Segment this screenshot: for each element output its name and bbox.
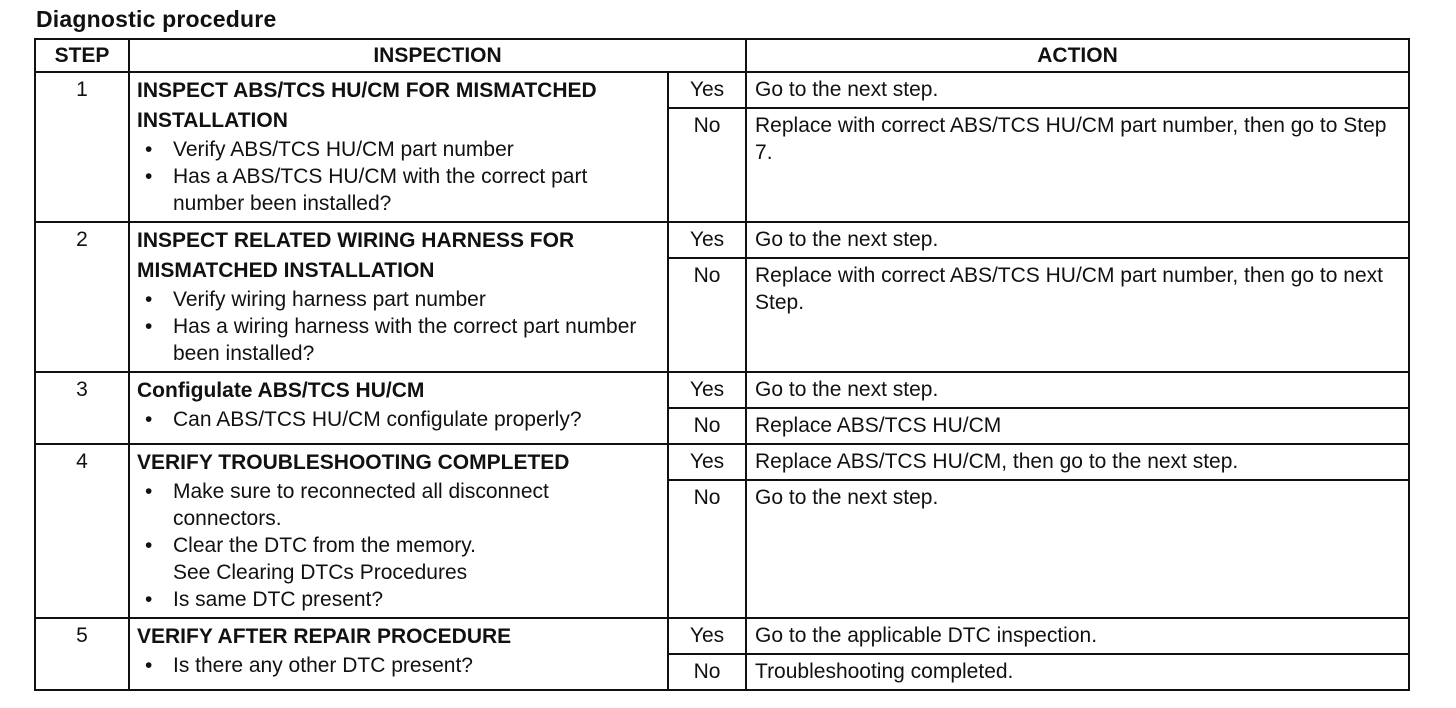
inspection-bullets: [137, 406, 661, 433]
inspection-bullet-note: See Clearing DTCs Procedures: [173, 561, 468, 584]
no-action: Troubleshooting completed.: [746, 654, 1409, 690]
no-label: No: [668, 258, 746, 372]
yes-label: Yes: [668, 72, 746, 108]
table-row: [35, 72, 1409, 108]
inspection-cell: [129, 618, 668, 690]
inspection-bullets: [137, 136, 661, 217]
yes-action: Go to the next step.: [746, 372, 1409, 408]
inspection-bullet-text: Clear the DTC from the memory.: [173, 534, 477, 557]
inspection-bullet: • Verify ABS/TCS HU/CM part number: [173, 136, 661, 163]
step-number: 5: [35, 618, 129, 690]
inspection-cell: [129, 372, 668, 444]
yes-action: Go to the next step.: [746, 222, 1409, 258]
inspection-cell: [129, 72, 668, 222]
step-number: 3: [35, 372, 129, 444]
table-row: [35, 372, 1409, 408]
no-label: No: [668, 480, 746, 618]
header-inspection: INSPECTION: [129, 39, 746, 72]
page-title: Diagnostic procedure: [36, 6, 277, 32]
inspection-heading: VERIFY AFTER REPAIR PROCEDURE: [137, 625, 512, 648]
step-number: 2: [35, 222, 129, 372]
table-header-row: [35, 39, 1409, 72]
no-action: Go to the next step.: [746, 480, 1409, 618]
table-row: [35, 618, 1409, 654]
inspection-bullets: [137, 652, 661, 679]
inspection-heading: INSPECT RELATED WIRING HARNESS FOR MISMATCHED INSTALLATION: [137, 229, 575, 282]
no-action: Replace with correct ABS/TCS HU/CM part number, then go to Step 7.: [746, 108, 1409, 222]
inspection-cell: [129, 444, 668, 618]
step-number: 4: [35, 444, 129, 618]
inspection-bullet: • Has a wiring harness with the correct part number been installed?: [173, 313, 661, 367]
no-action: Replace with correct ABS/TCS HU/CM part number, then go to next Step.: [746, 258, 1409, 372]
yes-label: Yes: [668, 444, 746, 480]
inspection-bullet: • Can ABS/TCS HU/CM configulate properly?: [173, 406, 661, 433]
step-number: 1: [35, 72, 129, 222]
header-step: STEP: [35, 39, 129, 72]
table-row: [35, 444, 1409, 480]
inspection-heading: INSPECT ABS/TCS HU/CM FOR MISMATCHED INSTALLATION: [137, 79, 597, 132]
inspection-bullets: [137, 286, 661, 367]
diagnostic-table: [34, 38, 1410, 691]
inspection-cell: [129, 222, 668, 372]
no-action: Replace ABS/TCS HU/CM: [746, 408, 1409, 444]
inspection-bullets: [137, 478, 661, 613]
table-row: [35, 222, 1409, 258]
no-label: No: [668, 654, 746, 690]
no-label: No: [668, 408, 746, 444]
inspection-heading: VERIFY TROUBLESHOOTING COMPLETED: [137, 451, 570, 474]
inspection-heading: Configulate ABS/TCS HU/CM: [137, 379, 425, 402]
no-label: No: [668, 108, 746, 222]
yes-label: Yes: [668, 372, 746, 408]
yes-action: Go to the applicable DTC inspection.: [746, 618, 1409, 654]
inspection-bullet: • Is same DTC present?: [173, 586, 661, 613]
yes-label: Yes: [668, 618, 746, 654]
inspection-bullet: • Make sure to reconnected all disconnect connectors.: [173, 478, 661, 532]
inspection-bullet: • Has a ABS/TCS HU/CM with the correct part number been installed?: [173, 163, 661, 217]
inspection-bullet: • Verify wiring harness part number: [173, 286, 661, 313]
yes-action: Go to the next step.: [746, 72, 1409, 108]
inspection-bullet: • Is there any other DTC present?: [173, 652, 661, 679]
header-action: ACTION: [746, 39, 1409, 72]
inspection-bullet: [173, 532, 661, 586]
yes-label: Yes: [668, 222, 746, 258]
yes-action: Replace ABS/TCS HU/CM, then go to the next step.: [746, 444, 1409, 480]
